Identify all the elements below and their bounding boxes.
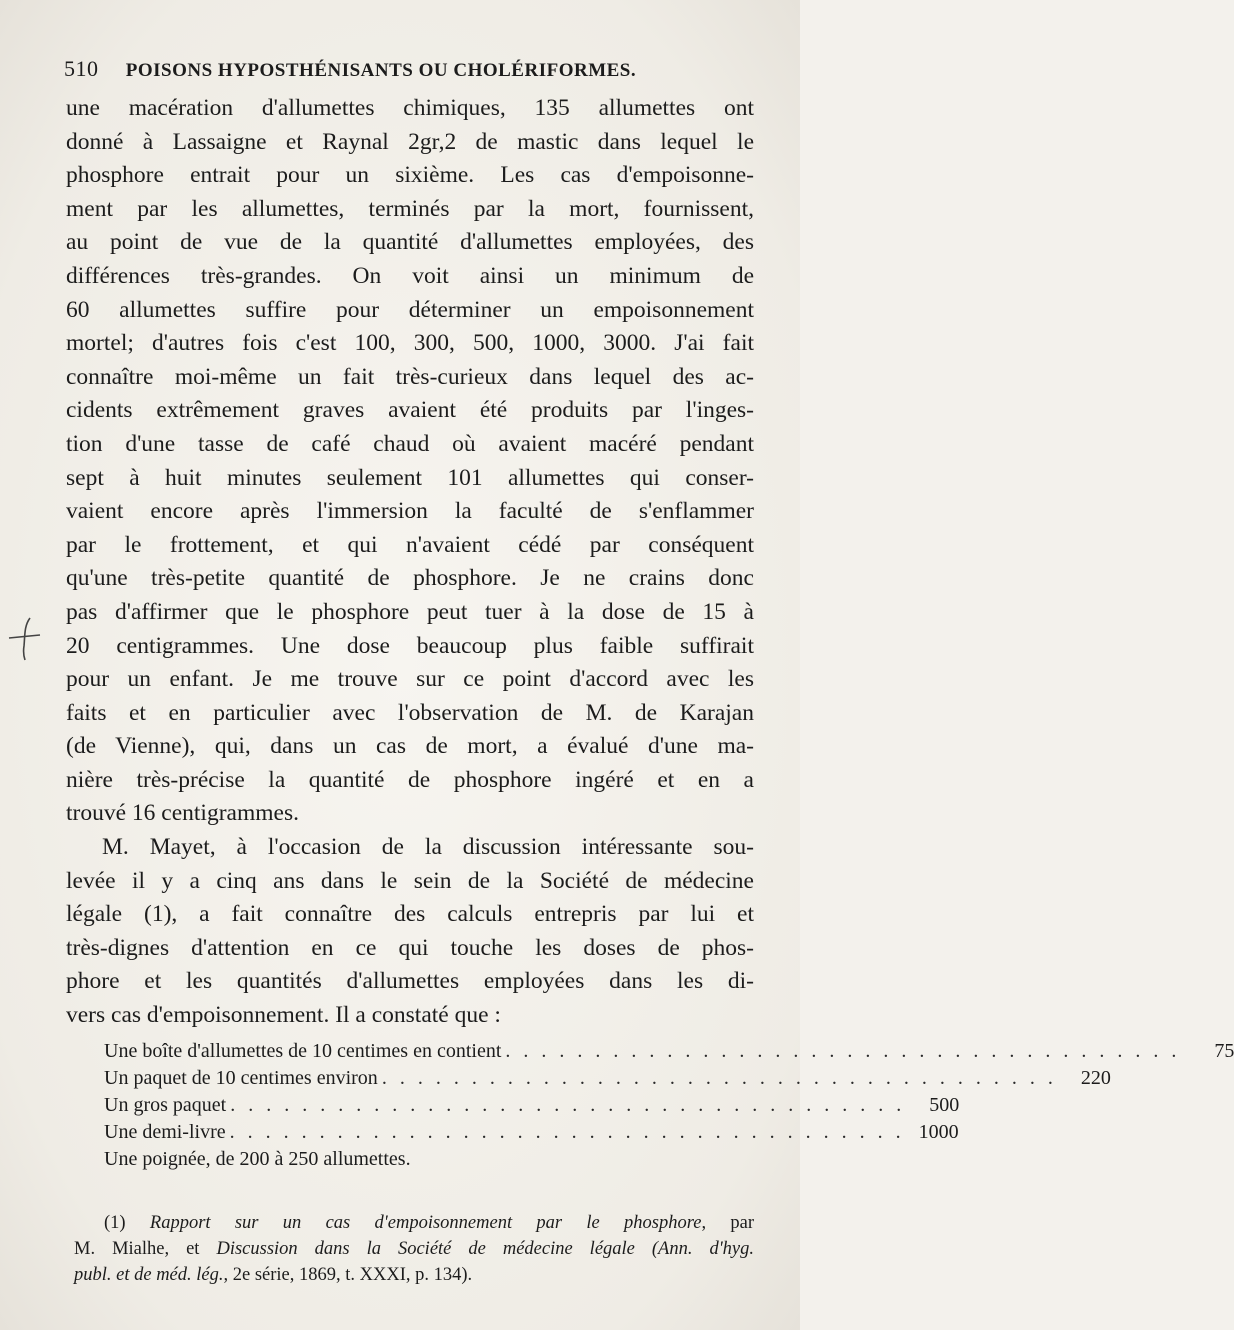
leader-dots: . . . . . . . . . . . . . . . . . . . . . . . . . . . . . . . . . . . . . .	[381, 1067, 1057, 1089]
text-line: faits et en particulier avec l'observation de M. de Karajan	[66, 699, 754, 726]
text-line: 20 centigrammes. Une dose beaucoup plus faible suffirait	[66, 632, 754, 659]
text-line: vaient encore après l'immersion la faculté de s'enflammer	[66, 498, 754, 525]
footnote-citation: , 2e série, 1869, t. XXXI, p. 134).	[223, 1265, 473, 1285]
footnote-line1-tail: , par	[701, 1213, 755, 1233]
leader-dots: . . . . . . . . . . . . . . . . . . . . . . . . . . . . . . . . . . . . . .	[229, 1121, 905, 1143]
leader-dots: . . . . . . . . . . . . . . . . . . . . . . . . . . . . . . . . . . . . . .	[230, 1094, 906, 1116]
table-row	[104, 1146, 734, 1173]
paragraph-1	[66, 92, 754, 831]
text-line: pour un enfant. Je me trouve sur ce point d'accord avec les	[66, 666, 754, 693]
footnote-discussion-title: Discussion dans la Société de médecine légale	[216, 1239, 635, 1259]
table-row-label: Une demi-livre	[104, 1121, 226, 1143]
footnote-marker: (1)	[104, 1213, 126, 1233]
table-row	[104, 1065, 1111, 1092]
text-line: vers cas d'empoisonnement. Il a constaté que :	[66, 1002, 501, 1029]
footnote-line-2	[74, 1236, 754, 1262]
table-row-label: Un gros paquet	[104, 1094, 227, 1116]
text-line: au point de vue de la quantité d'allumettes employées, des	[66, 229, 754, 256]
leader-dots: . . . . . . . . . . . . . . . . . . . . . . . . . . . . . . . . . . . . . .	[505, 1040, 1181, 1062]
text-line: 60 allumettes suffire pour déterminer un empoisonnement	[66, 296, 754, 323]
text-line: par le frottement, et qui n'avaient cédé par conséquent	[66, 531, 754, 558]
text-line: mortel; d'autres fois c'est 100, 300, 500, 1000, 3000. J'ai fait	[66, 330, 754, 357]
table-row-label: Une poignée, de 200 à 250 allumettes.	[104, 1148, 411, 1170]
text-line: sept à huit minutes seulement 101 allumettes qui conser-	[66, 464, 754, 491]
text-line: (de Vienne), qui, dans un cas de mort, a évalué d'une ma-	[66, 733, 754, 760]
text-line: cidents extrêmement graves avaient été produits par l'inges-	[66, 397, 754, 424]
paragraph-2	[66, 831, 754, 1033]
text-line: trouvé 16 centigrammes.	[66, 800, 299, 827]
text-line: différences très-grandes. On voit ainsi un minimum de	[66, 262, 754, 289]
table-row	[104, 1092, 960, 1119]
text-line: levée il y a cinq ans dans le sein de la Société de médecine	[66, 867, 754, 894]
text-line: donné à Lassaigne et Raynal 2gr,2 de mastic dans lequel le	[66, 128, 754, 155]
footnote	[74, 1210, 754, 1288]
table-row-value: 1000	[918, 1121, 959, 1143]
body-text	[66, 92, 754, 1033]
running-head	[64, 56, 754, 82]
footnote-report-title: Rapport sur un cas d'empoisonnement par le phosphore	[149, 1213, 702, 1233]
text-line: connaître moi-même un fait très-curieux dans lequel des ac-	[66, 363, 754, 390]
table-row-value: 220	[1080, 1067, 1111, 1089]
text-line: phosphore entrait pour un sixième. Les cas d'empoisonne-	[66, 162, 754, 189]
table-row-label: Une boîte d'allumettes de 10 centimes en contient	[104, 1040, 502, 1062]
footnote-journal: publ. et de méd. lég.	[74, 1265, 224, 1285]
text-line: qu'une très-petite quantité de phosphore. Je ne crains donc	[66, 565, 754, 592]
margin-cross-mark	[6, 612, 46, 662]
table-row-value: 500	[929, 1094, 960, 1116]
text-line: pas d'affirmer que le phosphore peut tuer à la dose de 15 à	[66, 598, 754, 625]
text-line: très-dignes d'attention en ce qui touche les doses de phos-	[66, 934, 754, 961]
text-line: nière très-précise la quantité de phosphore ingéré et en a	[66, 766, 754, 793]
footnote-line2-head: M. Mialhe, et	[74, 1239, 200, 1259]
text-line: ment par les allumettes, terminés par la mort, fournissent,	[66, 195, 754, 222]
table-row-label: Un paquet de 10 centimes environ	[104, 1067, 378, 1089]
text-line: tion d'une tasse de café chaud où avaient macéré pendant	[66, 430, 754, 457]
table-row	[104, 1119, 959, 1146]
table-row	[104, 1038, 1234, 1065]
running-title: POISONS HYPOSTHÉNISANTS OU CHOLÉRIFORMES.	[125, 60, 637, 81]
page-number: 510	[64, 56, 99, 81]
match-count-table	[104, 1038, 1234, 1173]
footnote-line2-tail: (Ann. d'hyg.	[651, 1239, 755, 1259]
text-line: phore et les quantités d'allumettes employées dans les di-	[66, 968, 754, 995]
text-line: une macération d'allumettes chimiques, 135 allumettes ont	[66, 95, 754, 121]
footnote-line-1	[74, 1210, 754, 1236]
footnote-line-3	[74, 1262, 754, 1288]
text-line: légale (1), a fait connaître des calculs entrepris par lui et	[66, 901, 754, 928]
text-line: M. Mayet, à l'occasion de la discussion intéressante sou-	[102, 834, 754, 861]
table-row-value: 75	[1214, 1040, 1234, 1062]
